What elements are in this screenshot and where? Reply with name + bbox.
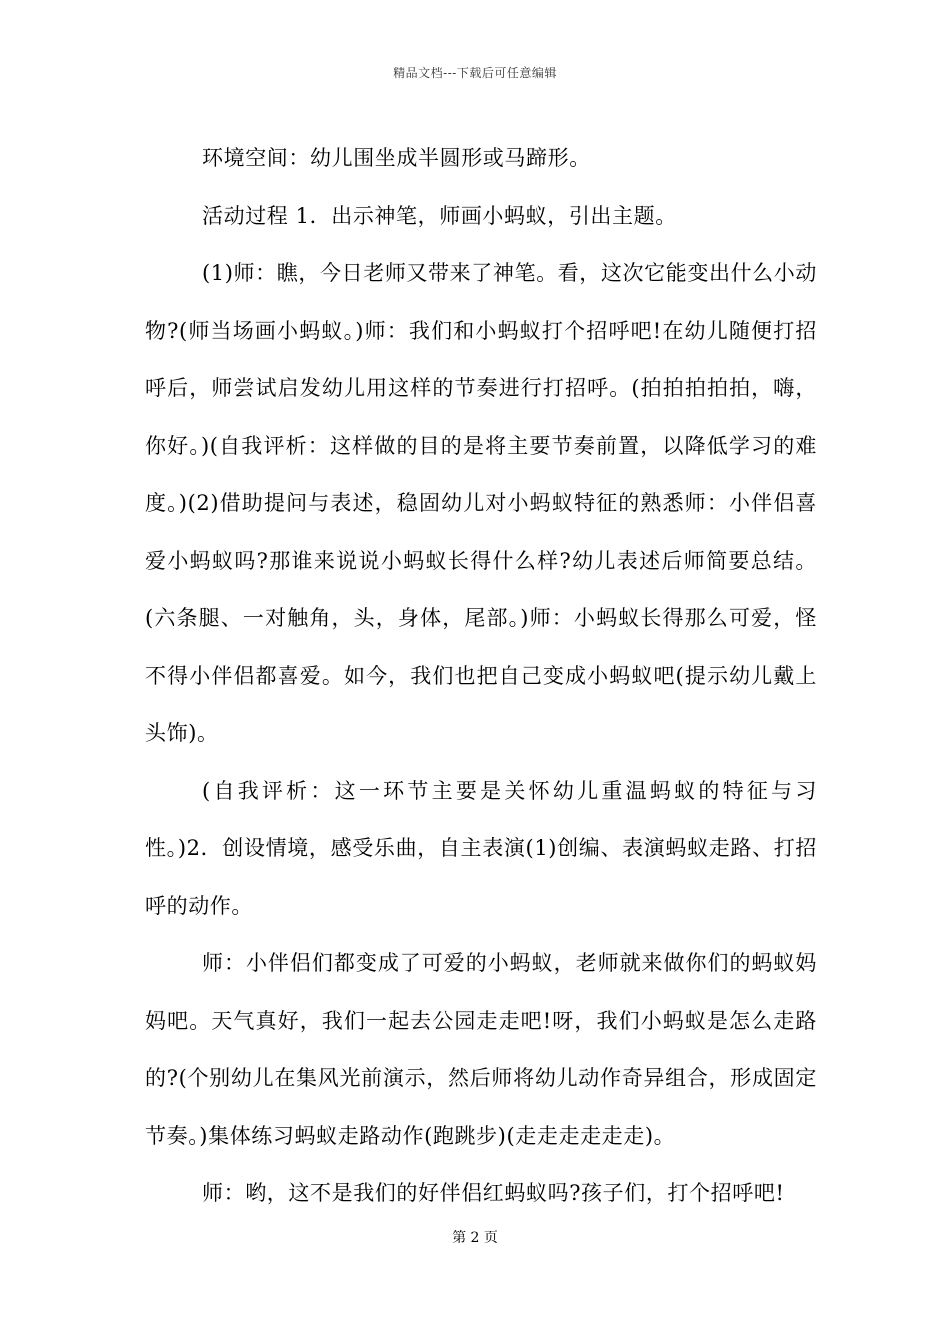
paragraph-step-one: (1)师：瞧，今日老师又带来了神笔。看，这次它能变出什么小动物?(师当场画小蚂蚁。)师：我们和小蚂蚁打个招呼吧!在幼儿随便打招呼后，师尝试启发幼儿用这样的节奏进行打招呼。(拍拍拍拍拍，嗨，你好。)(自我评析：这样做的目的是将主要节奏前置，以降低学习的难度。)(2)借助提问与表述，稳固幼儿对小蚂蚁特征的熟悉师：小伴侣喜爱小蚂蚁吗?那谁来说说小蚂蚁长得什么样?幼儿表述后师简要总结。(六条腿、一对触角，头，身体，尾部。)师：小蚂蚁长得那么可爱，怪不得小伴侣都喜爱。如今，我们也把自己变成小蚂蚁吧(提示幼儿戴上头饰)。 [145, 261, 817, 745]
document-body [145, 130, 817, 1223]
paragraph-environment: 环境空间：幼儿围坐成半圆形或马蹄形。 [202, 146, 591, 170]
page-number: 第 2 页 [452, 1230, 498, 1246]
paragraph-red-ant: 师：哟，这不是我们的好伴侣红蚂蚁吗?孩子们，打个招呼吧! [202, 1181, 785, 1205]
paragraph-teacher-ants: 师：小伴侣们都变成了可爱的小蚂蚁，老师就来做你们的蚂蚁妈妈吧。天气真好，我们一起去公园走走吧!呀，我们小蚂蚁是怎么走路的?(个别幼儿在集风光前演示，然后师将幼儿动作奇异组合，形成固定节奏。)集体练习蚂蚁走路动作(跑跳步)(走走走走走走)。 [145, 951, 817, 1148]
page-header: 精品文档---下载后可任意编辑 [393, 66, 557, 80]
paragraph-self-evaluation: (自我评析：这一环节主要是关怀幼儿重温蚂蚁的特征与习性。)2．创设情境，感受乐曲，自主表演(1)创编、表演蚂蚁走路、打招呼的动作。 [145, 778, 817, 918]
paragraph-activity-process: 活动过程 1．出示神笔，师画小蚂蚁，引出主题。 [202, 203, 677, 228]
